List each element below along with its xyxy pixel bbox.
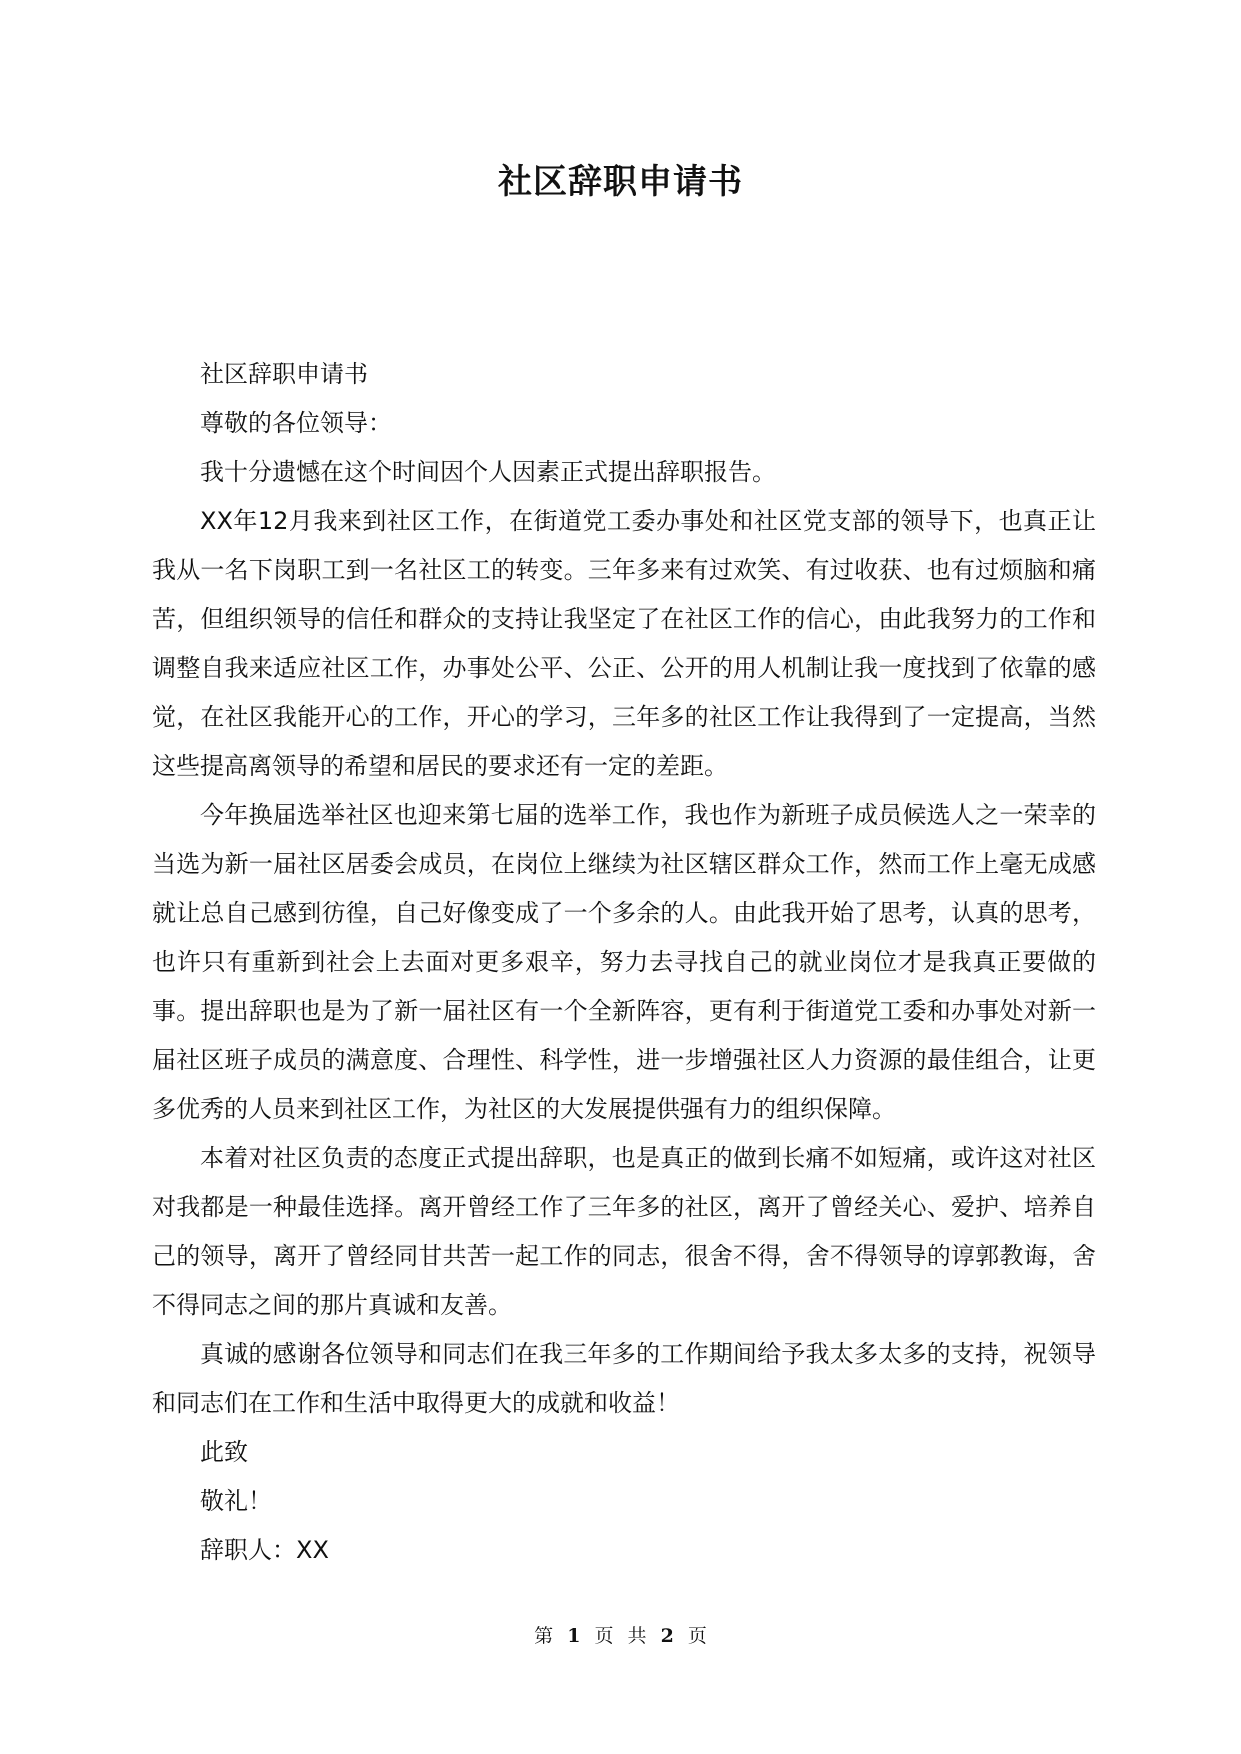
closing-line-1: 此致 [200, 1438, 248, 1466]
paragraph-farewell: 本着对社区负责的态度正式提出辞职，也是真正的做到长痛不如短痛，或许这对社区对我都是一种最佳选择。离开曾经工作了三年多的社区，离开了曾经关心、爱护、培养自己的领导，离开了曾经同甘共苦一起工作的同志，很舍不得，舍不得领导的谆郭教诲，舍不得同志之间的那片真诚和友善。 [152, 1144, 1096, 1319]
signature-line: 辞职人：XX [200, 1536, 329, 1564]
footer-middle: 页 共 [594, 1625, 647, 1647]
paragraph-salutation: 尊敬的各位领导： [200, 409, 392, 437]
document-body [152, 350, 1096, 1575]
paragraph-heading: 社区辞职申请书 [200, 360, 368, 388]
current-page-number: 1 [567, 1625, 581, 1647]
document-title: 社区辞职申请书 [498, 162, 743, 202]
paragraph-intro: 我十分遗憾在这个时间因个人因素正式提出辞职报告。 [200, 458, 776, 486]
footer-suffix: 页 [687, 1625, 707, 1647]
footer-prefix: 第 [534, 1625, 554, 1647]
page-number-footer [0, 1624, 1241, 1648]
paragraph-background: XX年12月我来到社区工作，在街道党工委办事处和社区党支部的领导下，也真正让我从一名下岗职工到一名社区工的转变。三年多来有过欢笑、有过收获、也有过烦脑和痛苦，但组织领导的信任和群众的支持让我坚定了在社区工作的信心，由此我努力的工作和调整自我来适应社区工作，办事处公平、公正、公开的用人机制让我一度找到了依靠的感觉，在社区我能开心的工作，开心的学习，三年多的社区工作让我得到了一定提高，当然这些提高离领导的希望和居民的要求还有一定的差距。 [152, 507, 1096, 780]
closing-line-2: 敬礼！ [200, 1487, 272, 1515]
total-page-number: 2 [660, 1625, 674, 1647]
paragraph-thanks: 真诚的感谢各位领导和同志们在我三年多的工作期间给予我太多太多的支持，祝领导和同志们在工作和生活中取得更大的成就和收益！ [152, 1340, 1096, 1417]
paragraph-reason: 今年换届选举社区也迎来第七届的选举工作，我也作为新班子成员候选人之一荣幸的当选为新一届社区居委会成员，在岗位上继续为社区辖区群众工作，然而工作上毫无成感就让总自己感到彷徨，自己好像变成了一个多余的人。由此我开始了思考，认真的思考，也许只有重新到社会上去面对更多艰辛，努力去寻找自己的就业岗位才是我真正要做的事。提出辞职也是为了新一届社区有一个全新阵容，更有利于街道党工委和办事处对新一届社区班子成员的满意度、合理性、科学性，进一步增强社区人力资源的最佳组合，让更多优秀的人员来到社区工作，为社区的大发展提供强有力的组织保障。 [152, 801, 1096, 1123]
